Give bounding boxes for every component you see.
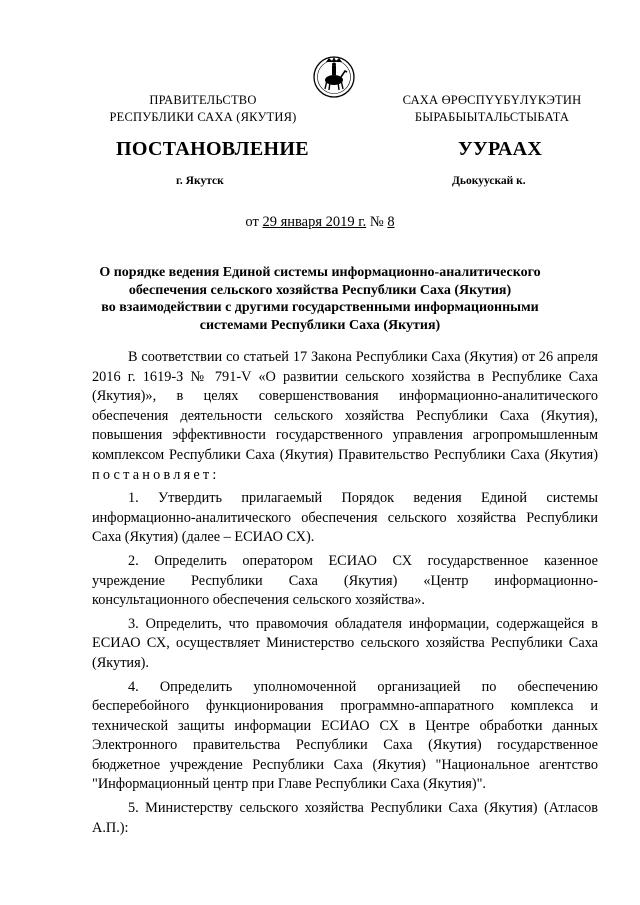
header-left-line1: ПРАВИТЕЛЬСТВО — [149, 93, 257, 107]
document-body — [92, 348, 598, 838]
city-left: г. Якутск — [176, 175, 224, 187]
doc-type-right: УУРААХ — [458, 138, 543, 160]
document-title — [90, 264, 550, 334]
doc-type-left: ПОСТАНОВЛЕНИЕ — [116, 138, 309, 160]
decree-date: 29 января 2019 г. — [262, 214, 367, 230]
date-prefix: от — [245, 214, 263, 230]
title-line3: во взаимодействии с другими государственными информационными — [101, 300, 539, 315]
item-1: 1. Утвердить прилагаемый Порядок ведения Единой системы информационно-аналитического обеспечения сельского хозяйства Республики Саха (Якутия) (далее – ЕСИАО СХ). — [92, 490, 598, 546]
title-line1: О порядке ведения Единой системы информационно-аналитического — [99, 265, 541, 280]
item-4: 4. Определить уполномоченной организацией по обеспечению бесперебойного функционирования программно-аппаратного комплекса и технической защиты информации ЕСИАО СХ в Центре обработки данных Электронного правительства Республики Саха (Якутия) государственное бюджетное учреждение Республики Саха (Якутия) "Национальное агентство "Информационный центр при Главе Республики Саха (Якутия)". — [92, 678, 598, 793]
intro-paragraph — [92, 348, 598, 485]
date-number-sign: № — [366, 214, 388, 230]
item-2: 2. Определить оператором ЕСИАО СХ государственное казенное учреждение Республики Саха (Якутия) «Центр информационно-консультационного обеспечения сельского хозяйства». — [92, 552, 598, 609]
intro-text: В соответствии со статьей 17 Закона Республики Саха (Якутия) от 26 апреля 2016 г. 1619-З № 791-V «О развитии сельского хозяйства в Республике Саха (Якутия)», в целях совершенствования информационно-аналитического обеспечения деятельности сельского хозяйства Республики Саха (Якутия), повышения эффективности государственного управления агропромышленным комплексом Республики Саха (Якутия) Правительство Республики Саха (Якутия) — [92, 349, 598, 463]
header-right-line1: САХА ӨРӨСПҮҮБҮЛҮКЭТИН — [402, 93, 582, 107]
item-5: 5. Министерству сельского хозяйства Республики Саха (Якутия) (Атласов А.П.): — [92, 800, 598, 836]
item-3: 3. Определить, что правомочия обладателя информации, содержащейся в ЕСИАО СХ, осуществляет Министерство сельского хозяйства Республики Саха (Якутия). — [92, 615, 598, 671]
header-left-line2: РЕСПУБЛИКИ САХА (ЯКУТИЯ) — [109, 110, 297, 124]
header-right — [388, 92, 596, 126]
decree-word: постановляет: — [92, 466, 220, 483]
date-line — [0, 214, 640, 231]
header-right-line2: БЫРАБЫЫТАЛЬСТЫБАТА — [414, 110, 570, 124]
republic-emblem-icon — [312, 52, 356, 102]
decree-number: 8 — [387, 214, 395, 230]
header-left — [108, 92, 298, 126]
city-right: Дьокуускай к. — [452, 175, 526, 187]
title-line2: обеспечения сельского хозяйства Республики Саха (Якутия) — [128, 282, 512, 298]
title-line4: системами Республики Саха (Якутия) — [199, 317, 441, 333]
